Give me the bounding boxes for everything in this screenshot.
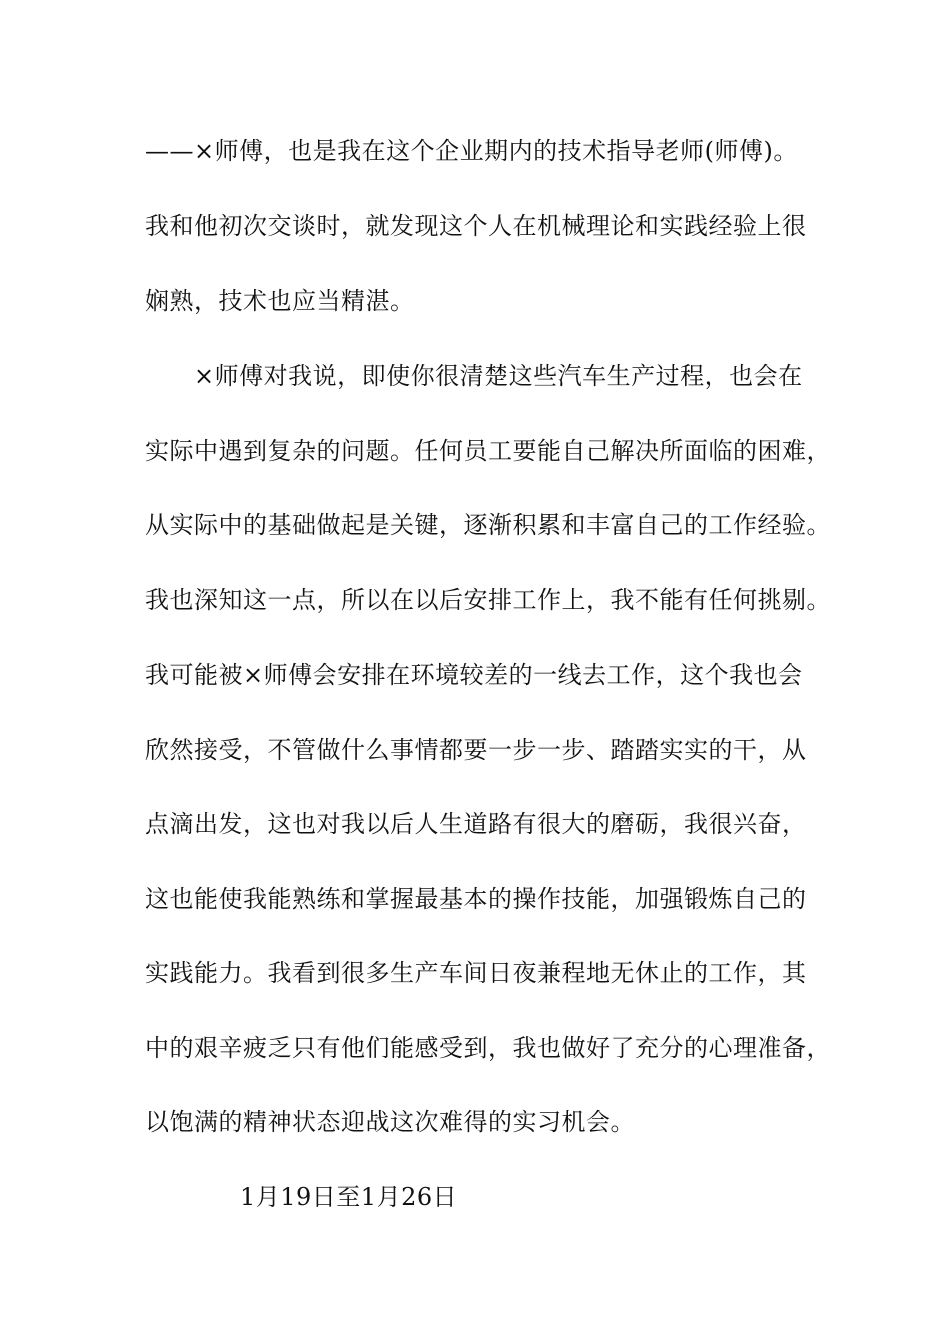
date-heading: 1月19日至1月26日 <box>240 1183 458 1211</box>
paragraph-line: 我可能被×师傅会安排在环境较差的一线去工作，这个我也会 <box>145 661 803 689</box>
paragraph-line: ——×师傅，也是我在这个企业期内的技术指导老师(师傅)。 <box>145 137 798 165</box>
paragraph-line: 点滴出发，这也对我以后人生道路有很大的磨砺，我很兴奋， <box>145 810 807 838</box>
paragraph-line: 以饱满的精神状态迎战这次难得的实习机会。 <box>145 1108 635 1136</box>
paragraph-line: 我和他初次交谈时，就发现这个人在机械理论和实践经验上很 <box>145 212 807 240</box>
paragraph-line: 这也能使我能熟练和掌握最基本的操作技能，加强锻炼自己的 <box>145 885 807 913</box>
paragraph-line: 我也深知这一点，所以在以后安排工作上，我不能有任何挑剔。 <box>145 586 831 614</box>
paragraph-line: 中的艰辛疲乏只有他们能感受到，我也做好了充分的心理准备， <box>145 1034 831 1062</box>
paragraph-line: 从实际中的基础做起是关键，逐渐积累和丰富自己的工作经验。 <box>145 511 831 539</box>
paragraph-line: 实践能力。我看到很多生产车间日夜兼程地无休止的工作，其 <box>145 959 807 987</box>
paragraph-line: ×师傅对我说，即使你很清楚这些汽车生产过程，也会在 <box>194 362 803 390</box>
paragraph-line: 娴熟，技术也应当精湛。 <box>145 287 415 315</box>
paragraph-line: 实际中遇到复杂的问题。任何员工要能自己解决所面临的困难， <box>145 437 831 465</box>
paragraph-line: 欣然接受，不管做什么事情都要一步一步、踏踏实实的干，从 <box>145 736 807 764</box>
